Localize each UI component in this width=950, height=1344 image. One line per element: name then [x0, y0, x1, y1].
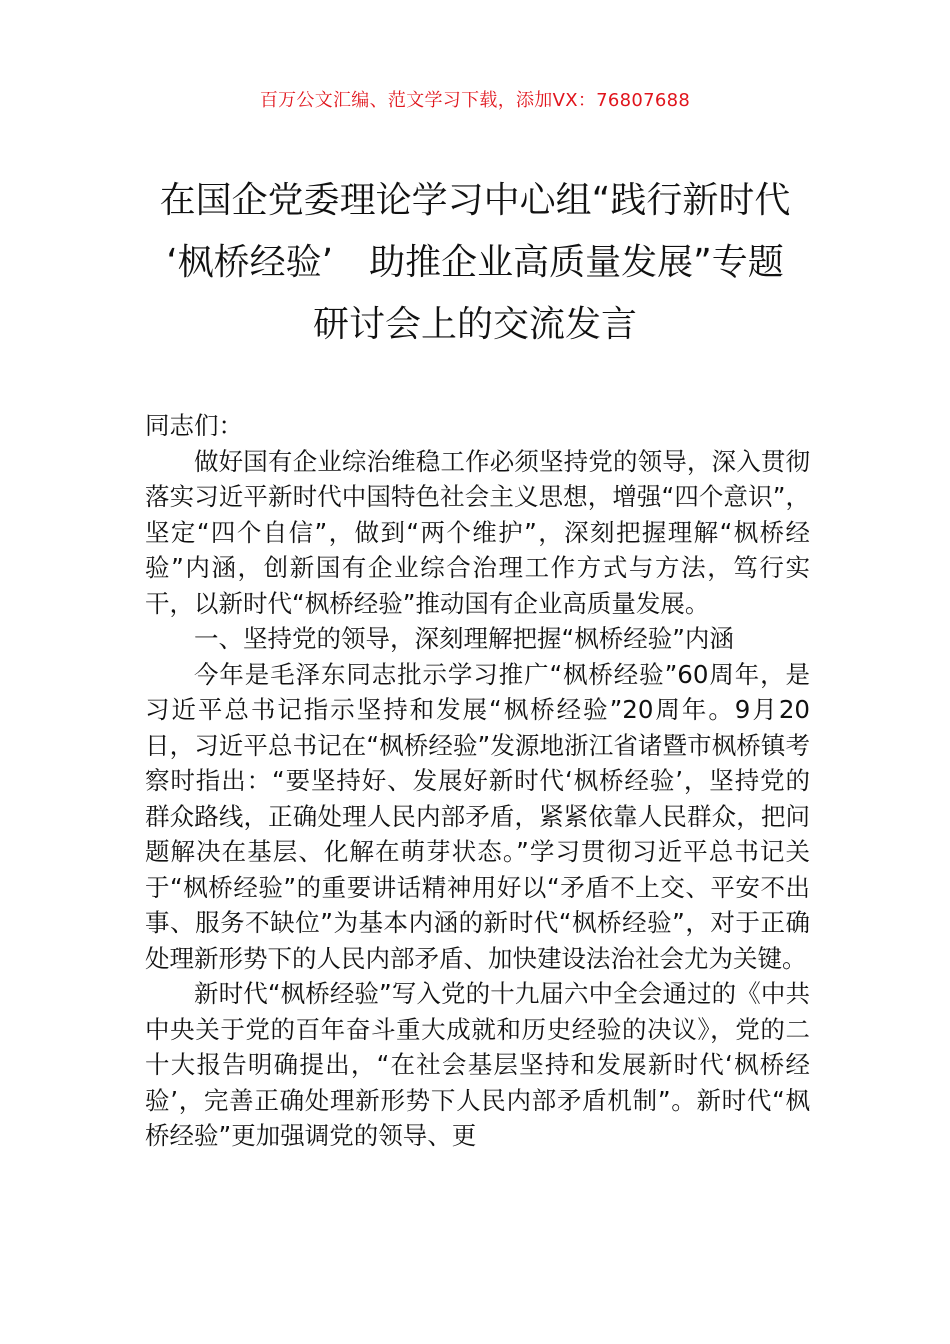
title-line: 在国企党委理论学习中心组“践行新时代 [159, 180, 791, 221]
section-heading: 一、坚持党的领导，深刻理解把握“枫桥经验”内涵 [194, 624, 734, 653]
document-title [120, 170, 830, 356]
title-line: ‘枫桥经验’ 助推企业高质量发展”专题 [166, 242, 784, 283]
document-body [145, 408, 810, 1154]
body-paragraph: 做好国有企业综治维稳工作必须坚持党的领导，深入贯彻落实习近平新时代中国特色社会主义思想，增强“四个意识”，坚定“四个自信”，做到“两个维护”，深刻把握理解“枫桥经验”内涵，创新国有企业综合治理工作方式与方法，笃行实干，以新时代“枫桥经验”推动国有企业高质量发展。 [145, 446, 810, 618]
title-line: 研讨会上的交流发言 [312, 304, 637, 345]
salutation: 同志们： [145, 411, 243, 440]
body-paragraph: 新时代“枫桥经验”写入党的十九届六中全会通过的《中共中央关于党的百年奋斗重大成就和历史经验的决议》，党的二十大报告明确提出，“在社会基层坚持和发展新时代‘枫桥经验’，完善正确处理新形势下人民内部矛盾机制”。新时代“枫桥经验”更加强调党的领导、更 [145, 979, 810, 1150]
body-paragraph: 今年是毛泽东同志批示学习推广“枫桥经验”60周年，是习近平总书记指示坚持和发展“枫桥经验”20周年。9月20日，习近平总书记在“枫桥经验”发源地浙江省诸暨市枫桥镇考察时指出：“要坚持好、发展好新时代‘枫桥经验’，坚持党的群众路线，正确处理人民内部矛盾，紧紧依靠人民群众，把问题解决在基层、化解在萌芽状态。”学习贯彻习近平总书记关于“枫桥经验”的重要讲话精神用好以“矛盾不上交、平安不出事、服务不缺位”为基本内涵的新时代“枫桥经验”，对于正确处理新形势下的人民内部矛盾、加快建设法治社会尤为关键。 [145, 659, 811, 973]
header-note: 百万公文汇编、范文学习下载，添加VX：76807688 [259, 90, 691, 111]
